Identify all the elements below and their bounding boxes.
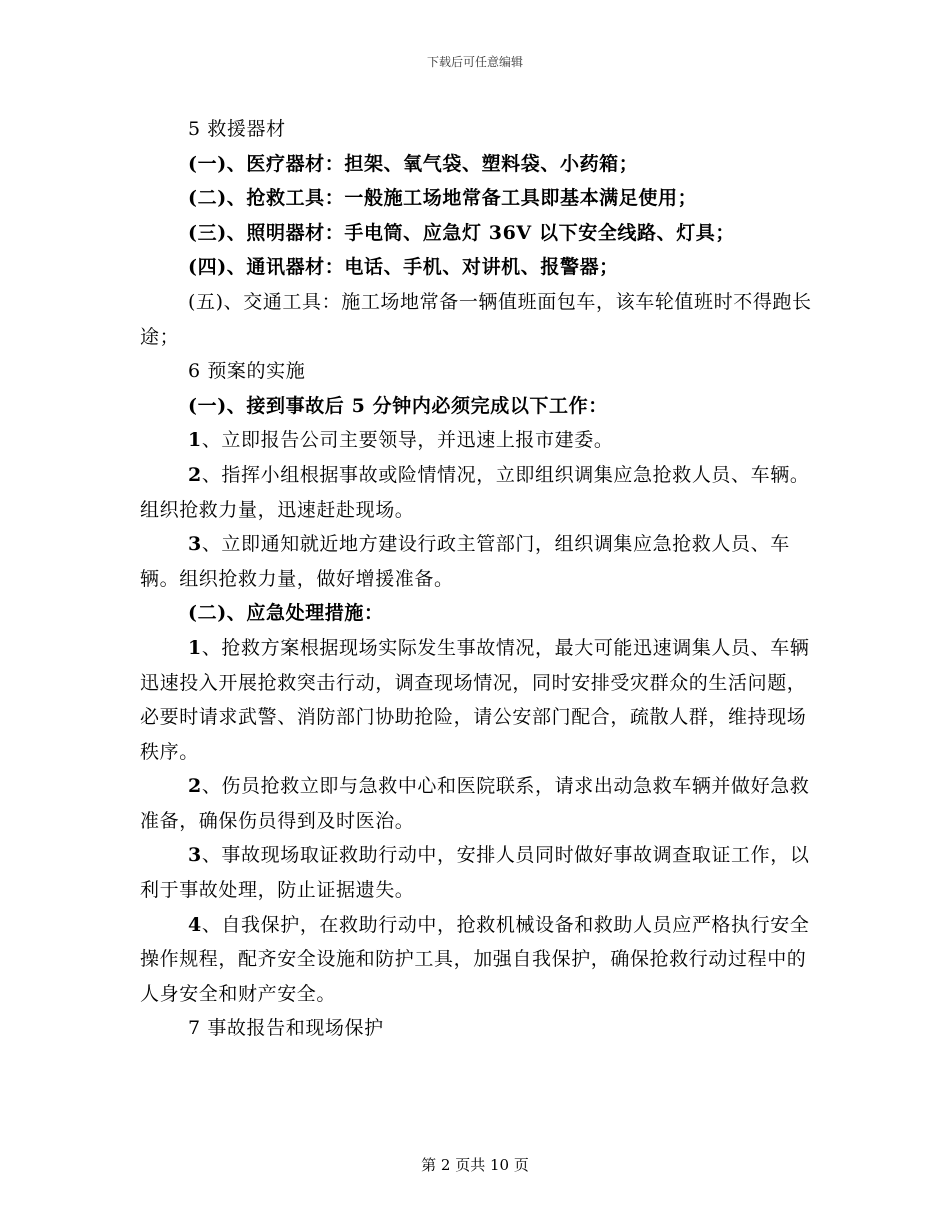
step-item <box>140 527 820 596</box>
step-number: 2 <box>188 463 202 486</box>
page-footer: 第 2 页共 10 页 <box>421 1156 529 1174</box>
measure-number: 2 <box>188 775 202 798</box>
measure-text: 、伤员抢救立即与急救中心和医院联系，请求出动急救车辆并做好急救准备，确保伤员得到及时医治。 <box>140 775 810 832</box>
step-number: 1 <box>188 429 202 452</box>
step-text: 、指挥小组根据事故或险情情况，立即组织调集应急抢救人员、车辆。组织抢救力量，迅速赶赴现场。 <box>140 463 810 521</box>
page-header: 下载后可任意编辑 <box>426 55 523 69</box>
equipment-item-4: (四)、通讯器材：电话、手机、对讲机、报警器； <box>188 256 619 279</box>
measure-item <box>140 631 820 769</box>
step-item <box>140 458 820 527</box>
section-heading-6: 6 预案的实施 <box>188 360 306 383</box>
measure-text: 、自我保护，在救助行动中，抢救机械设备和救助人员应严格执行安全操作规程，配齐安全设施和防护工具，加强自我保护，确保抢救行动过程中的人身安全和财产安全。 <box>140 913 810 1005</box>
step-text: 、立即通知就近地方建设行政主管部门，组织调集应急抢救人员、车辆。组织抢救力量，做好增援准备。 <box>140 533 790 590</box>
measure-number: 4 <box>188 913 202 936</box>
measure-number: 3 <box>188 844 202 867</box>
measure-text: 、抢救方案根据现场实际发生事故情况，最大可能迅速调集人员、车辆迅速投入开展抢救突击行动，调查现场情况，同时安排受灾群众的生活问题，必要时请求武警、消防部门协助抢险，请公安部门配合，疏散人群，维持现场秩序。 <box>140 636 810 763</box>
measure-text: 、事故现场取证救助行动中，安排人员同时做好事故调查取证工作，以利于事故处理，防止证据遗失。 <box>140 844 810 902</box>
measure-item <box>140 769 820 838</box>
measure-item <box>140 838 820 907</box>
measure-number: 1 <box>188 636 202 659</box>
section-heading-5: 5 救援器材 <box>188 118 286 140</box>
document-body <box>140 112 820 1046</box>
equipment-item-3: (三)、照明器材：手电筒、应急灯 36V 以下安全线路、灯具； <box>188 221 735 244</box>
step-text: 、立即报告公司主要领导，并迅速上报市建委。 <box>201 429 614 452</box>
subsection-heading-1: (一)、接到事故后 5 分钟内必须完成以下工作： <box>188 394 608 417</box>
step-number: 3 <box>188 533 202 556</box>
equipment-item-2: (二)、抢救工具：一般施工场地常备工具即基本满足使用； <box>188 187 698 210</box>
measure-item <box>140 908 820 1012</box>
equipment-item-5: (五)、交通工具：施工场地常备一辆值班面包车，该车轮值班时不得跑长途； <box>140 290 812 348</box>
section-heading-7: 7 事故报告和现场保护 <box>188 1017 384 1040</box>
equipment-item-1: (一)、医疗器材：担架、氧气袋、塑料袋、小药箱； <box>188 152 639 175</box>
subsection-heading-2: (二)、应急处理措施： <box>188 602 384 625</box>
step-item <box>140 423 820 458</box>
